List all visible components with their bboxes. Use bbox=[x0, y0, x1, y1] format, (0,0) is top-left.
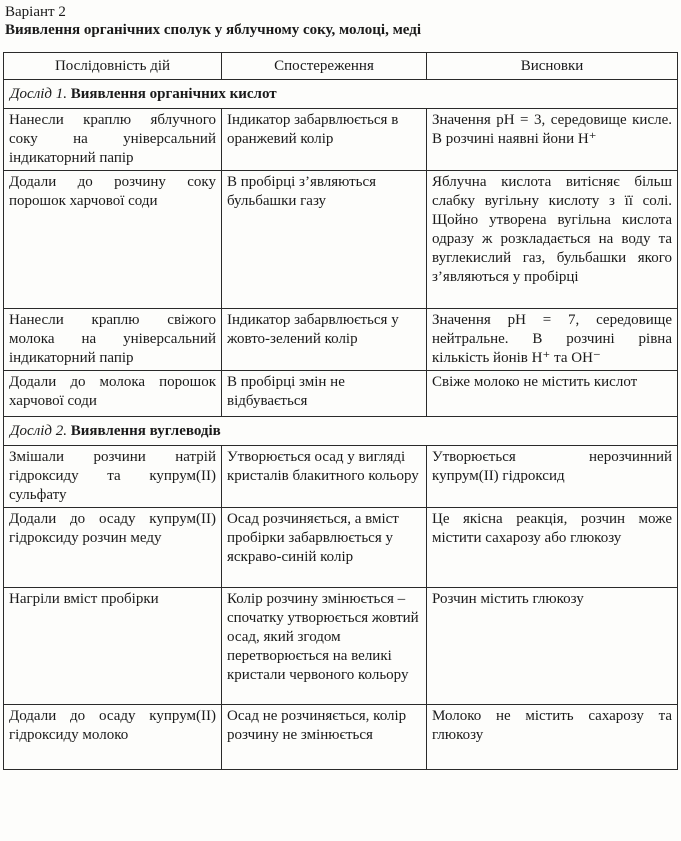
column-header-observations: Спостереження bbox=[222, 53, 427, 80]
conclusion-cell: Молоко не містить сахарозу та глюкозу bbox=[427, 705, 678, 770]
table-row bbox=[4, 171, 678, 309]
conclusion-cell: Свіже молоко не містить кислот bbox=[427, 371, 678, 417]
observation-cell: Індикатор забарвлюється в оранжевий колір bbox=[222, 109, 427, 171]
action-cell: Додали до молока порошок харчової соди bbox=[4, 371, 222, 417]
conclusion-cell: Утворюється нерозчинний купрум(II) гідроксид bbox=[427, 446, 678, 508]
observation-cell: Осад розчиняється, а вміст пробірки забарвлюється у яскраво-синій колір bbox=[222, 508, 427, 588]
action-cell: Змішали розчини натрій гідроксиду та купрум(II) сульфату bbox=[4, 446, 222, 508]
conclusion-cell: Яблучна кислота витісняє більш слабку вугільну кислоту з її солі. Щойно утворена вугільна кислота одразу ж розкладається на воду та вуглекислий газ, бульбашки якого з’являються у пробірці bbox=[427, 171, 678, 309]
section-title: Виявлення вуглеводів bbox=[70, 422, 221, 439]
observation-cell: Індикатор забарвлюється у жовто-зелений колір bbox=[222, 309, 427, 371]
section-heading bbox=[4, 80, 678, 109]
column-header-conclusions: Висновки bbox=[427, 53, 678, 80]
conclusion-cell: Значення pH = 7, середовище нейтральне. В розчині рівна кількість йонів H⁺ та OH⁻ bbox=[427, 309, 678, 371]
observation-cell: В пробірці змін не відбувається bbox=[222, 371, 427, 417]
section-label: Дослід 1. bbox=[10, 85, 67, 102]
table-row bbox=[4, 446, 678, 508]
table-row bbox=[4, 371, 678, 417]
table-row bbox=[4, 508, 678, 588]
section-row-experiment-2 bbox=[4, 417, 678, 446]
observation-cell: Осад не розчиняється, колір розчину не змінюється bbox=[222, 705, 427, 770]
action-cell: Нанесли краплю свіжого молока на універсальний індикаторний папір bbox=[4, 309, 222, 371]
conclusion-cell: Це якісна реакція, розчин може містити сахарозу або глюкозу bbox=[427, 508, 678, 588]
action-cell: Додали до розчину соку порошок харчової соди bbox=[4, 171, 222, 309]
action-cell: Додали до осаду купрум(II) гідроксиду молоко bbox=[4, 705, 222, 770]
conclusion-cell: Розчин містить глюкозу bbox=[427, 588, 678, 705]
section-row-experiment-1 bbox=[4, 80, 678, 109]
section-label: Дослід 2. bbox=[10, 422, 67, 439]
action-cell: Нанесли краплю яблучного соку на універсальний індикаторний папір bbox=[4, 109, 222, 171]
observation-cell: Утворюється осад у вигляді кристалів блакитного кольору bbox=[222, 446, 427, 508]
table-row bbox=[4, 109, 678, 171]
conclusion-cell: Значення pH = 3, середовище кисле. В розчині наявні йони H⁺ bbox=[427, 109, 678, 171]
action-cell: Нагріли вміст пробірки bbox=[4, 588, 222, 705]
table-row bbox=[4, 309, 678, 371]
experiment-table bbox=[3, 52, 678, 770]
table-row bbox=[4, 705, 678, 770]
section-heading bbox=[4, 417, 678, 446]
table-row bbox=[4, 588, 678, 705]
page-title: Виявлення органічних сполук у яблучному соку, молоці, меді bbox=[5, 22, 422, 38]
column-header-actions: Послідовність дій bbox=[4, 53, 222, 80]
action-cell: Додали до осаду купрум(II) гідроксиду розчин меду bbox=[4, 508, 222, 588]
table-header-row bbox=[4, 53, 678, 80]
variant-label: Варіант 2 bbox=[5, 4, 66, 20]
observation-cell: Колір розчину змінюється – спочатку утворюється жовтий осад, який згодом перетворюється на великі кристали червоного кольору bbox=[222, 588, 427, 705]
observation-cell: В пробірці з’являються бульбашки газу bbox=[222, 171, 427, 309]
section-title: Виявлення органічних кислот bbox=[70, 85, 277, 102]
